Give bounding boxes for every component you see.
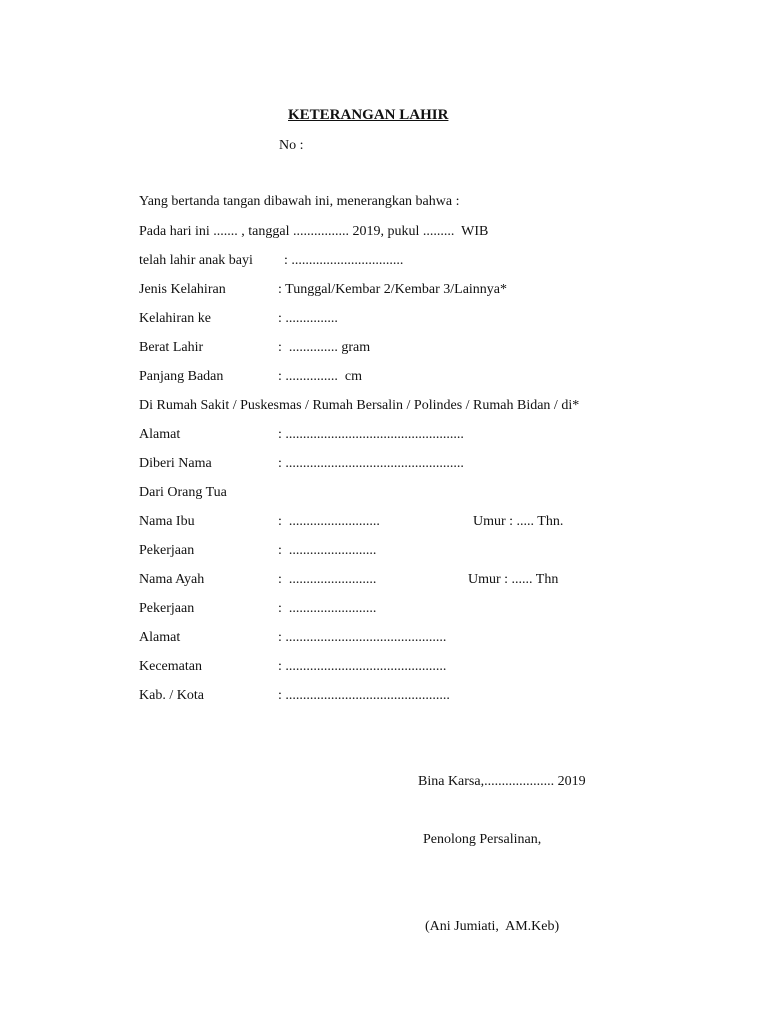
parent-age: Umur : ..... Thn.	[473, 514, 564, 529]
parent-label: Kab. / Kota	[139, 688, 204, 703]
field-label: Panjang Badan	[139, 369, 224, 384]
parent-label: Pekerjaan	[139, 601, 195, 616]
parent-label: Nama Ayah	[139, 572, 205, 587]
field-label: Jenis Kelahiran	[139, 282, 226, 297]
field-value: : ............... cm	[278, 369, 362, 384]
parent-label: Kecematan	[139, 659, 202, 674]
intro-text: Yang bertanda tangan dibawah ini, menerangkan bahwa :	[139, 194, 460, 209]
place-line: Di Rumah Sakit / Puskesmas / Rumah Bersalin / Polindes / Rumah Bidan / di*	[139, 398, 580, 413]
parent-label: Nama Ibu	[139, 514, 195, 529]
field-label: Alamat	[139, 427, 181, 442]
document-title: KETERANGAN LAHIR	[288, 107, 449, 123]
parent-value: : .........................	[278, 543, 377, 558]
field-label: Berat Lahir	[139, 340, 204, 355]
time-line: Pada hari ini ....... , tanggal ................ 2019, pukul ......... WIB	[139, 224, 489, 239]
parent-value: : ..............................................	[278, 630, 447, 645]
parent-value: : .........................	[278, 601, 377, 616]
field-value: : .............. gram	[278, 340, 371, 355]
field-value: : ...................................................	[278, 427, 464, 442]
field-value: : ...............	[278, 311, 338, 326]
field-label: Diberi Nama	[139, 456, 212, 471]
signature-role: Penolong Persalinan,	[423, 832, 542, 847]
parents-heading: Dari Orang Tua	[139, 485, 227, 500]
baby-value: : ................................	[284, 253, 404, 268]
parent-value: : ..............................................	[278, 659, 447, 674]
number-label: No :	[279, 138, 304, 153]
parent-label: Pekerjaan	[139, 543, 195, 558]
parent-value: : .........................	[278, 572, 377, 587]
parent-value: : ...............................................	[278, 688, 450, 703]
parent-value: : ..........................	[278, 514, 380, 529]
parent-age: Umur : ...... Thn	[468, 572, 559, 587]
signature-place-date: Bina Karsa,.................... 2019	[418, 774, 586, 789]
parent-label: Alamat	[139, 630, 181, 645]
field-value: : Tunggal/Kembar 2/Kembar 3/Lainnya*	[278, 282, 508, 297]
field-value: : ...................................................	[278, 456, 464, 471]
signature-name: (Ani Jumiati, AM.Keb)	[425, 919, 560, 934]
baby-label: telah lahir anak bayi	[139, 253, 253, 268]
field-label: Kelahiran ke	[139, 311, 211, 326]
